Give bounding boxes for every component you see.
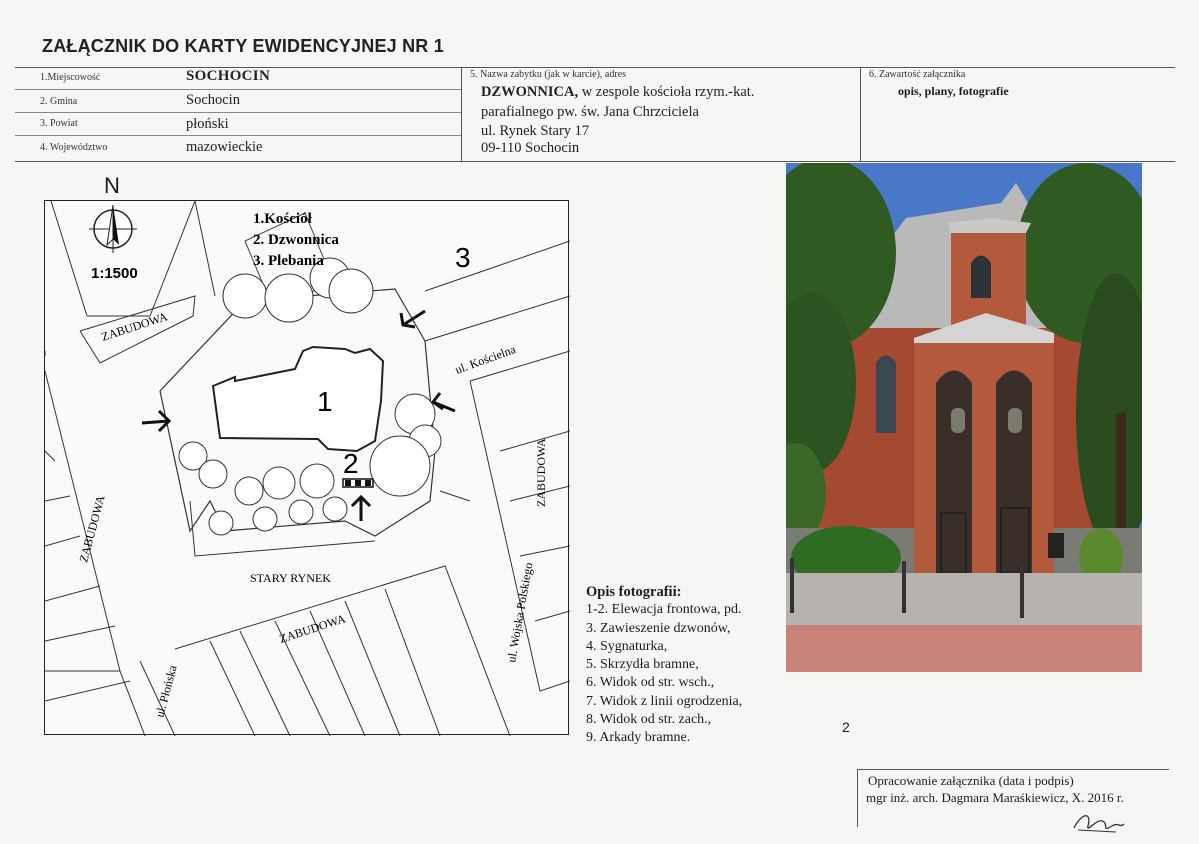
header-row-rule-2 [15, 112, 461, 113]
field-label-gmina: 2. Gmina [40, 96, 78, 107]
label-zabudowa-right: ZABUDOWA [534, 438, 548, 507]
monument-name-rest: w zespole kościoła rzym.-kat. [578, 84, 755, 100]
header-col-divider-2 [860, 67, 861, 162]
signature-author: mgr inż. arch. Dagmara Maraśkiewicz, X. 2016 r. [866, 790, 1124, 805]
building-number-1: 1 [317, 386, 333, 417]
field-value-powiat: płoński [186, 116, 229, 132]
caption-item: 4. Sygnaturka, [586, 638, 668, 654]
map-scale: 1:1500 [91, 265, 138, 282]
caption-item: 9. Arkady bramne. [586, 730, 691, 746]
label-zabudowa-left: ZABUDOWA [76, 493, 108, 564]
field-label-miejscowosc: 1.Miejscowość [40, 72, 101, 83]
site-plan-map [44, 200, 569, 735]
building-number-2: 2 [343, 448, 359, 479]
monument-postal-code: 09-110 Sochocin [481, 140, 580, 156]
church-outline [213, 347, 383, 451]
label-zabudowa-top: ZABUDOWA [99, 309, 170, 344]
header-bottom-rule [15, 161, 1175, 162]
north-label: N [104, 173, 120, 198]
caption-item: 6. Widok od str. wsch., [586, 675, 715, 691]
monument-name: DZWONNICA, [481, 84, 579, 100]
caption-item: 7. Widok z linii ogrodzenia, [586, 693, 743, 709]
legend-item-2: 2. Dzwonnica [253, 232, 339, 248]
label-stary-rynek: STARY RYNEK [250, 571, 331, 585]
photo-captions [586, 583, 742, 748]
header-col-divider-1 [461, 67, 462, 162]
caption-item: 3. Zawieszenie dzwonów, [586, 620, 731, 636]
field-label-wojewodztwo: 4. Województwo [40, 142, 108, 153]
field-value-wojewodztwo: mazowieckie [186, 139, 263, 155]
label-ul-plonska: ul. Płońska [152, 663, 180, 719]
label-zabudowa-bottom: ZABUDOWA [277, 611, 348, 646]
belfry-photograph [786, 163, 1142, 672]
field-value-miejscowosc: SOCHOCIN [186, 68, 271, 84]
caption-item: 1-2. Elewacja frontowa, pd. [586, 602, 742, 618]
field-label-zawartosc: 6. Zawartość załącznika [869, 69, 966, 80]
caption-item: 5. Skrzydła bramne, [586, 657, 699, 673]
header-row-rule-1 [15, 89, 461, 90]
label-ul-koscielna: ul. Kościelna [453, 342, 518, 377]
building-number-3: 3 [455, 242, 471, 273]
signature-label: Opracowanie załącznika (data i podpis) [868, 773, 1074, 788]
page-title: ZAŁĄCZNIK DO KARTY EWIDENCYJNEJ NR 1 [42, 36, 444, 56]
monument-address: ul. Rynek Stary 17 [481, 123, 590, 139]
label-ul-wojska-polskiego: ul. Wojska Polskiego [504, 561, 536, 664]
legend-item-1: 1.Kościół [253, 211, 312, 227]
field-value-gmina: Sochocin [186, 92, 240, 108]
monument-name-line-2: parafialnego pw. św. Jana Chrzciciela [481, 104, 699, 120]
monument-name-line-1 [481, 82, 754, 102]
legend-item-3: 3. Plebania [253, 253, 324, 269]
field-label-powiat: 3. Powiat [40, 118, 78, 129]
page-number: 2 [842, 719, 850, 735]
field-label-nazwa-zabytku: 5. Nazwa zabytku (jak w karcie), adres [470, 69, 627, 80]
header-row-rule-3 [15, 135, 461, 136]
caption-item: 8. Widok od str. zach., [586, 712, 712, 728]
field-value-zawartosc: opis, plany, fotografie [898, 84, 1009, 98]
captions-title: Opis fotografii: [586, 584, 682, 600]
handwritten-signature [1068, 808, 1128, 838]
